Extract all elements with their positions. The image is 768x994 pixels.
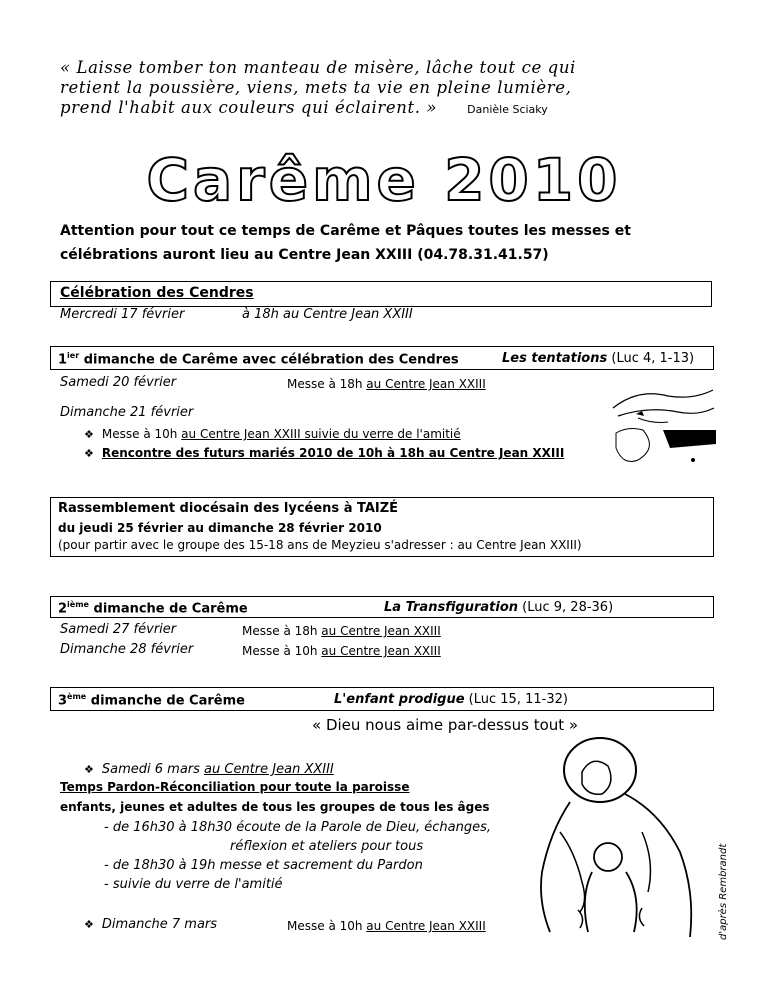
- pardon-item-1b: réflexion et ateliers pour tous: [230, 839, 424, 854]
- page-title: [0, 150, 768, 216]
- dim2-saturday-date: Samedi 27 février: [60, 622, 177, 637]
- blessing-hand-illustration: [608, 378, 718, 468]
- pardon-item-2: - de 18h30 à 19h messe et sacrement du Pardon: [104, 858, 423, 873]
- pardon-title: Temps Pardon-Réconciliation pour toute la paroisse: [60, 780, 410, 794]
- dim1-theme: Les tentations (Luc 4, 1-13): [502, 351, 695, 366]
- dim2-sunday-mass: Messe à 10h au Centre Jean XXIII: [242, 644, 441, 658]
- dim1-sunday-meeting: ❖ Rencontre des futurs mariés 2010 de 10h à 18h au Centre Jean XXIII: [84, 446, 564, 460]
- quote-line-1: « Laisse tomber ton manteau de misère, lâche tout ce qui: [60, 58, 576, 77]
- cendres-detail: à 18h au Centre Jean XXIII: [242, 307, 413, 322]
- pardon-public: enfants, jeunes et adultes de tous les groupes de tous les âges: [60, 800, 490, 814]
- opening-quote: [60, 58, 720, 120]
- dim2-sunday-date: Dimanche 28 février: [60, 642, 194, 657]
- taize-dates: du jeudi 25 février au dimanche 28 février 2010: [58, 521, 382, 535]
- attention-line-1: Attention pour tout ce temps de Carême et Pâques toutes les messes et: [60, 223, 631, 239]
- dim3-motto: « Dieu nous aime par-dessus tout »: [312, 716, 579, 734]
- quote-line-3: prend l'habit aux couleurs qui éclairent. » Danièle Sciaky: [60, 98, 548, 117]
- dim3-sunday-mass: Messe à 10h au Centre Jean XXIII: [287, 919, 486, 933]
- dim1-sunday-mass: ❖ Messe à 10h au Centre Jean XXIII suivie du verre de l'amitié: [84, 427, 461, 441]
- dim3-sunday-date: ❖ Dimanche 7 mars: [84, 917, 217, 932]
- dim3-theme: L'enfant prodigue (Luc 15, 11-32): [334, 692, 568, 707]
- dim2-heading: 2ième dimanche de Carême: [58, 600, 248, 617]
- prodigal-son-illustration: [530, 732, 730, 944]
- dim3-heading: 3ème dimanche de Carême: [58, 692, 245, 709]
- dim1-heading: $1^{ier}$ dimanche de Carême avec célébration des Cendres: [58, 351, 459, 368]
- quote-line-2: retient la poussière, viens, mets ta vie en pleine lumière,: [60, 78, 572, 97]
- dim3-saturday: ❖ Samedi 6 mars au Centre Jean XXIII: [84, 762, 334, 777]
- dim1-sunday-date: Dimanche 21 février: [60, 405, 194, 420]
- pardon-item-3: - suivie du verre de l'amitié: [104, 877, 283, 892]
- pardon-item-1a: - de 16h30 à 18h30 écoute de la Parole de Dieu, échanges,: [104, 820, 491, 835]
- title-text: Carême 2010: [146, 150, 622, 212]
- attention-line-2: célébrations auront lieu au Centre Jean XXIII (04.78.31.41.57): [60, 247, 549, 263]
- attention-notice: [60, 219, 710, 267]
- taize-info: (pour partir avec le groupe des 15-18 ans de Meyzieu s'adresser : au Centre Jean XXIII): [58, 538, 582, 552]
- dim1-saturday-date: Samedi 20 février: [60, 375, 177, 390]
- dim2-theme: La Transfiguration (Luc 9, 28-36): [384, 600, 614, 615]
- dim2-saturday-mass: Messe à 18h au Centre Jean XXIII: [242, 624, 441, 638]
- cendres-date: Mercredi 17 février: [60, 307, 185, 322]
- cendres-heading: Célébration des Cendres: [60, 285, 254, 301]
- dim1-saturday-mass: Messe à 18h au Centre Jean XXIII: [287, 377, 486, 391]
- taize-heading: Rassemblement diocésain des lycéens à TAIZÉ: [58, 501, 399, 516]
- quote-author: Danièle Sciaky: [467, 103, 548, 116]
- illustration-credit: d'après Rembrandt: [718, 843, 729, 940]
